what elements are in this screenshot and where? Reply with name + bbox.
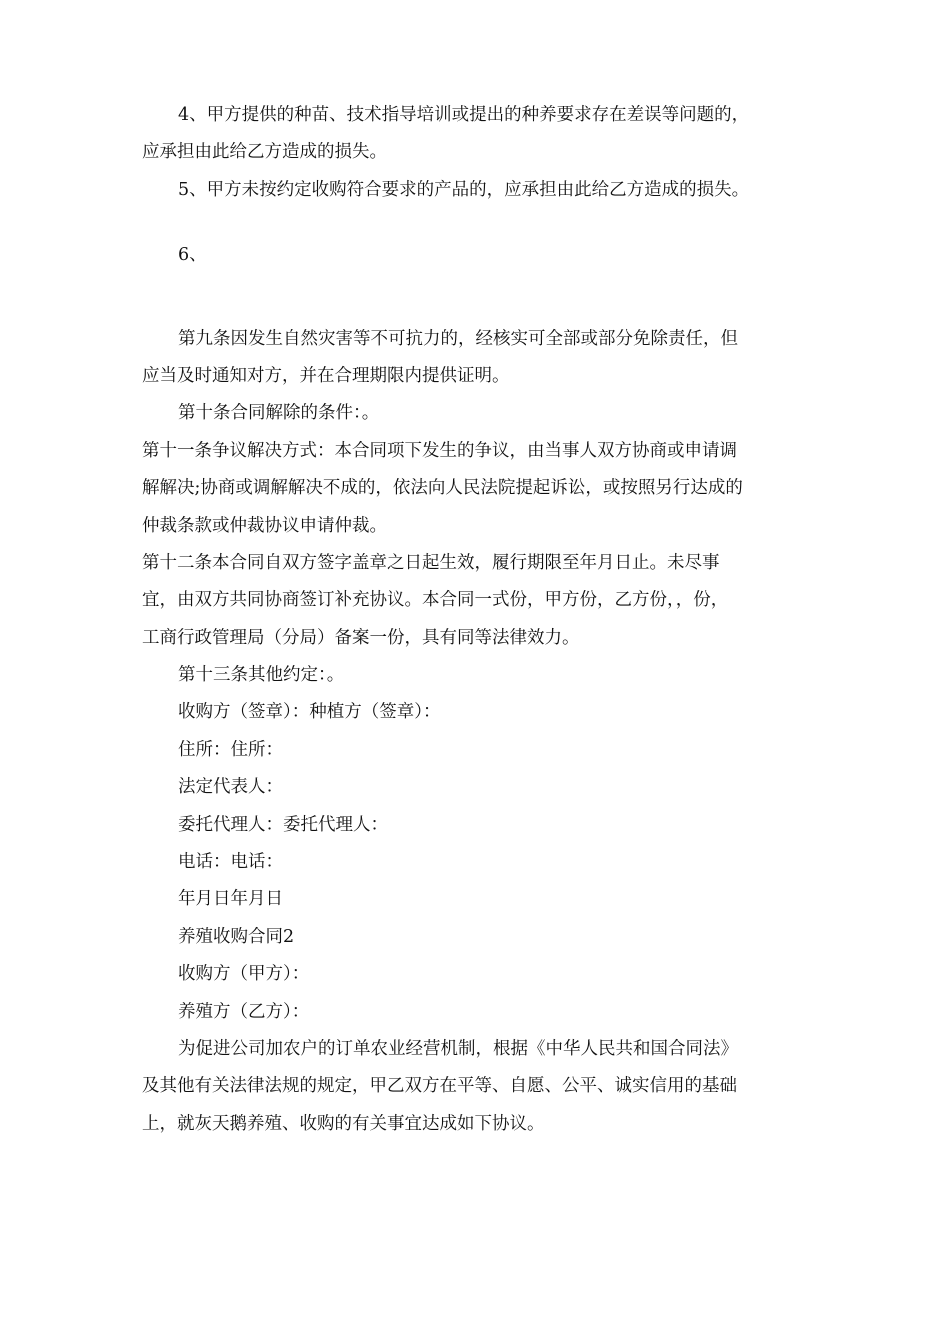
paragraph-line: 6、: [178, 245, 207, 266]
paragraph-line: 第十三条其他约定：。: [178, 665, 345, 686]
paragraph-line: 应当及时通知对方，并在合理期限内提供证明。: [142, 365, 510, 386]
signature-line: 年月日年月日: [178, 889, 283, 910]
blank-space: [142, 209, 808, 237]
paragraph-line: 第九条因发生自然灾害等不可抗力的，经核实可全部或部分免除责任，但: [178, 328, 738, 349]
signature-line: 电话：电话：: [178, 852, 283, 873]
paragraph-line: 为促进公司加农户的订单农业经营机制，根据《中华人民共和国合同法》: [178, 1038, 738, 1059]
party-line: 收购方（甲方）：: [178, 964, 310, 985]
paragraph-line: 上，就灰天鹅养殖、收购的有关事宜达成如下协议。: [142, 1113, 545, 1134]
blank-space: [142, 275, 808, 321]
paragraph-line: 第十条合同解除的条件：。: [178, 403, 380, 424]
paragraph-line: 及其他有关法律法规的规定，甲乙双方在平等、自愿、公平、诚实信用的基础: [142, 1076, 737, 1097]
document-body: [142, 97, 808, 1143]
signature-line: 委托代理人：委托代理人：: [178, 814, 388, 835]
signature-line: 住所：住所：: [178, 739, 283, 760]
paragraph-line: 5、甲方未按约定收购符合要求的产品的，应承担由此给乙方造成的损失。: [178, 179, 750, 200]
paragraph-line: 第十二条本合同自双方签字盖章之日起生效，履行期限至年月日止。未尽事: [142, 552, 720, 573]
paragraph-line: 工商行政管理局（分局）备案一份，具有同等法律效力。: [142, 627, 580, 648]
signature-line: 法定代表人：: [178, 777, 283, 798]
paragraph-line: 宜，由双方共同协商签订补充协议。本合同一式份，甲方份，乙方份，，份，: [142, 590, 729, 611]
paragraph-line: 第十一条争议解决方式：本合同项下发生的争议，由当事人双方协商或申请调: [142, 440, 737, 461]
signature-line: 收购方（签章）：种植方（签章）：: [178, 702, 441, 723]
paragraph-line: 仲裁条款或仲裁协议申请仲裁。: [142, 515, 387, 536]
paragraph-line: 4、甲方提供的种苗、技术指导培训或提出的种养要求存在差误等问题的，: [178, 105, 750, 125]
party-line: 养殖方（乙方）：: [178, 1001, 310, 1022]
paragraph-line: 应承担由此给乙方造成的损失。: [142, 142, 387, 163]
section-title: 养殖收购合同2: [178, 926, 295, 947]
paragraph-line: 解解决;协商或调解解决不成的，依法向人民法院提起诉讼，或按照另行达成的: [142, 478, 743, 499]
